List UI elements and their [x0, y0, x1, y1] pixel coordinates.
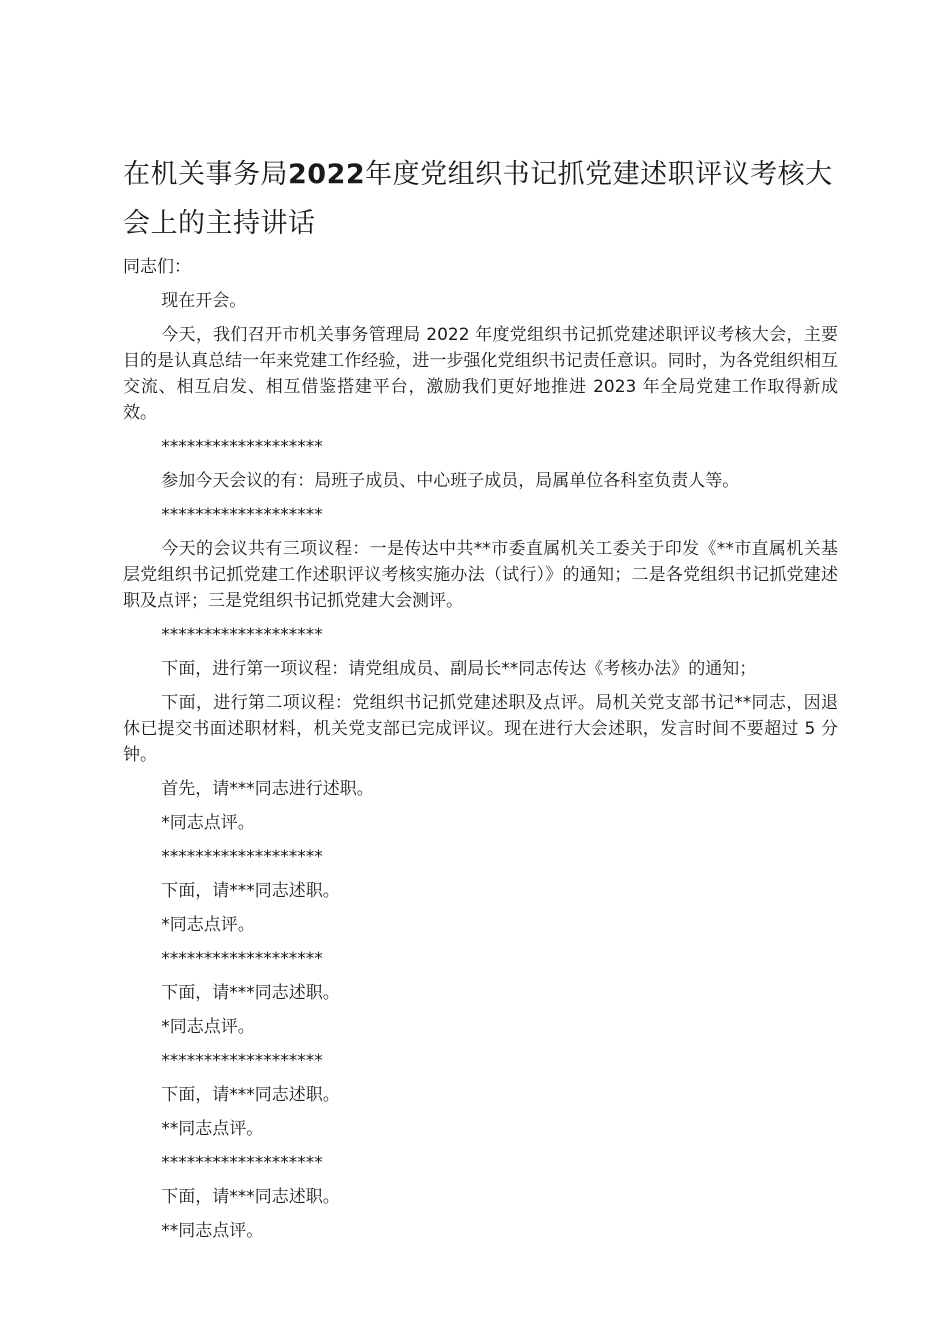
paragraph: 下面，请***同志述职。 — [161, 983, 340, 1003]
document-page — [123, 150, 838, 1252]
paragraph: 下面，请***同志述职。 — [161, 1085, 340, 1105]
paragraph: 今天，我们召开市机关事务管理局 2022 年度党组织书记抓党建述职评议考核大会，主要目的是认真总结一年来党建工作经验，进一步强化党组织书记责任意识。同时，为各党组织相互交流、相互启发、相互借鉴搭建平台，激励我们更好地推进 2023 年全局党建工作取得新成效。 — [123, 325, 838, 423]
paragraph: *同志点评。 — [161, 1017, 255, 1037]
title-year: 2022 — [288, 159, 366, 190]
title-part-1: 在机关事务局 — [123, 159, 288, 190]
separator-line: ******************* — [161, 949, 323, 969]
separator-line: ******************* — [161, 1153, 323, 1173]
paragraph: 今天的会议共有三项议程：一是传达中共**市委直属机关工委关于印发《**市直属机关基层党组织书记抓党建工作述职评议考核实施办法（试行）》的通知；二是各党组织书记抓党建述职及点评；三是党组织书记抓党建大会测评。 — [123, 539, 838, 611]
salutation: 同志们： — [123, 257, 191, 277]
separator-line: ******************* — [161, 847, 323, 867]
paragraph: **同志点评。 — [161, 1119, 264, 1139]
paragraph: 下面，进行第二项议程：党组织书记抓党建述职及点评。局机关党支部书记**同志，因退休已提交书面述职材料，机关党支部已完成评议。现在进行大会述职，发言时间不要超过 5 分钟。 — [123, 693, 838, 765]
document-title — [123, 150, 838, 248]
paragraph: 下面，进行第一项议程：请党组成员、副局长**同志传达《考核办法》的通知； — [161, 659, 757, 679]
separator-line: ******************* — [161, 1051, 323, 1071]
paragraph: 现在开会。 — [161, 291, 247, 311]
paragraph: 下面，请***同志述职。 — [161, 881, 340, 901]
separator-line: ******************* — [161, 437, 323, 457]
paragraph: *同志点评。 — [161, 915, 255, 935]
paragraph: 首先，请***同志进行述职。 — [161, 779, 374, 799]
separator-line: ******************* — [161, 505, 323, 525]
paragraph: **同志点评。 — [161, 1221, 264, 1241]
title-part-2: 年度党组织书记抓党建述职评议考核大会上的主持讲话 — [123, 159, 833, 239]
paragraph: 参加今天会议的有：局班子成员、中心班子成员，局属单位各科室负责人等。 — [161, 471, 740, 491]
separator-line: ******************* — [161, 625, 323, 645]
paragraph: 下面，请***同志述职。 — [161, 1187, 340, 1207]
paragraph: *同志点评。 — [161, 813, 255, 833]
